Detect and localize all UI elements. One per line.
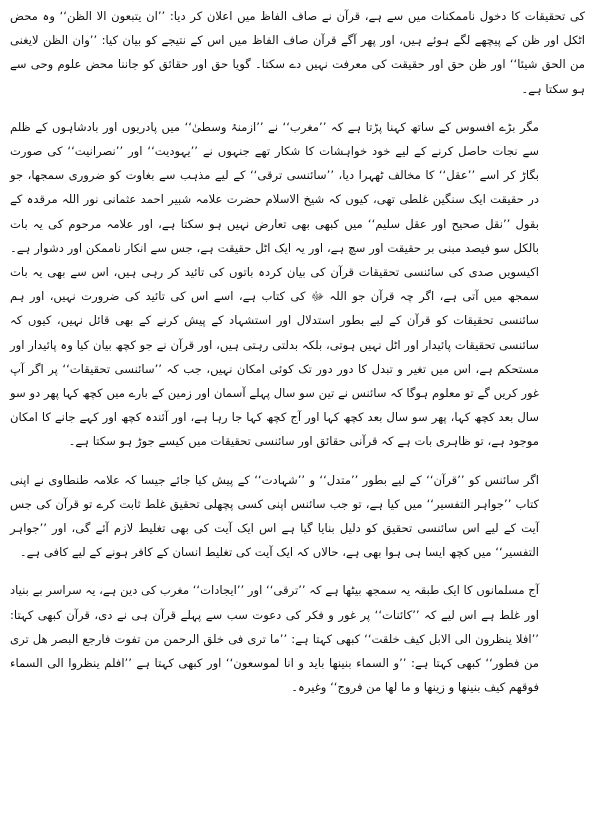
- paragraph-1: کی تحقیقات کا دخول ناممکنات میں سے ہے، قرآن نے صاف الفاظ میں اعلان کر دیا: ’’ان یتبعون الا الظن‘‘ وہ محض اٹکل اور ظن کے پیچھے لگے ہوئے ہیں، اور پھر آگے قرآن صاف الفاظ میں اس کے نتیجے کو بیان کیا: ’’وان الظن لایغنی من الحق شیئا‘‘ اور ظن حق اور حقیقت کی معرفت نہیں دے سکتا۔ گویا حق اور حقائق کو جاننا محض علوم وحی سے ہو سکتا ہے۔: [10, 9, 585, 96]
- paragraph-2: مگر بڑے افسوس کے ساتھ کہنا پڑتا ہے کہ ’’مغرب‘‘ نے ’’ازمنۂ وسطیٰ‘‘ میں پادریوں اور بادشاہوں کے ظلم سے نجات حاصل کرنے کے لیے خود خواہشات کا شکار تھے جنہوں نے ’’یہودیت‘‘ اور ’’نصرانیت‘‘ کی صورت بگاڑ کر اسے ’’عقل‘‘ کا مخالف ٹھہرا دیا، ’’سائنسی ترقی‘‘ کے لیے مذہب سے بغاوت کو ضروری سمجھا، جو در حقیقت ایک سنگین غلطی تھی، کیوں کہ شیخ الاسلام حضرت علامہ شبیر احمد عثمانی نور اللہ مرقدہ کے بقول ’’نقل صحیح اور عقل سلیم‘‘ میں کبھی بھی تعارض نہیں ہو سکتا ہے، اور علامہ مرحوم کی یہ بات بالکل سو فیصد مبنی بر حقیقت اور سچ ہے، اور یہ ایک اٹل حقیقت ہے، جس سے انکار ناممکن اور دشوار ہے۔ اکیسویں صدی کی سائنسی تحقیقات قرآن کی بیان کردہ باتوں کی تائید کر رہی ہیں، اس سے بھی یہ بات سمجھ میں آتی ہے، اگر چہ قرآن جو اللہ ﷻ کی کتاب ہے، اسے اس کی تائید کی ضرورت نہیں، اور ہم سائنسی تحقیقات کو قرآن کے لیے بطور استدلال اور استشہاد کے پیش کرنے کے بھی قائل نہیں، کیوں کہ سائنسی تحقیقات پائیدار اور اٹل نہیں ہوتی، بلکہ بدلتی رہتی ہیں، اور قرآن نے جو کچھ بیان کیا وہ پائیدار اور مستحکم ہے، اس میں تغیر و تبدل کا دور دور تک کوئی امکان نہیں، جب کہ ’’سائنسی تحقیقات‘‘ پر اگر آپ غور کریں گے تو معلوم ہوگا کہ سائنس نے تین سو سال پہلے آسمان اور زمین کے بارے میں کچھ کہا پھر دو سو سال بعد کچھ کہا، پھر سو سال بعد کچھ کہا اور آج کچھ کہا جا رہا ہے، اور آئندہ کچھ اور کہے جانے کا امکان موجود ہے، تو ظاہری بات ہے کہ قرآنی حقائق اور سائنسی تحقیقات میں کیسے جوڑ ہو سکتا ہے۔: [10, 119, 539, 449]
- paragraph-3: اگر سائنس کو ’’قرآن‘‘ کے لیے بطور ’’متدل‘‘ و ’’شہادت‘‘ کے پیش کیا جائے جیسا کہ علامہ طنطاوی نے اپنی کتاب ’’جواہر التفسیر‘‘ میں کیا ہے، تو جب سائنس اپنی کسی پچھلی تحقیق غلط ثابت کرے تو قرآن کی جس آیت کے لیے اس سائنسی تحقیق کو دلیل بنایا گیا ہے اس ایک آیت کی بھی تغلیط لازم آئے گی، اور ’’جواہر التفسیر‘‘ میں کچھ ایسا ہی ہوا بھی ہے، حالاں کہ ایک آیت کی تغلیط انسان کے کافر ہونے کے لیے کافی ہے۔: [10, 472, 539, 560]
- paragraph-gap: [10, 454, 585, 468]
- paragraph-gap: [10, 101, 585, 115]
- paragraph-gap: [10, 564, 585, 578]
- paragraph-4: آج مسلمانوں کا ایک طبقہ یہ سمجھ بیٹھا ہے کہ ’’ترقی‘‘ اور ’’ایجادات‘‘ مغرب کی دین ہے، یہ سراسر بے بنیاد اور غلط ہے اس لیے کہ ’’کائنات‘‘ پر غور و فکر کی دعوت سب سے پہلے قرآن ہی نے دی، قرآن کبھی کہتا: ’’افلا ینظرون الی الابل کیف خلقت‘‘ کبھی کہتا ہے: ’’ما تری فی خلق الرحمن من تفوت فارجع البصر هل تری من فطور‘‘ کبھی کہتا ہے: ’’و السماء بنینها باید و انا لموسعون‘‘ اور کبھی کہتا ہے ’’افلم ینظروا الی السماء فوقهم کیف بنینها و زینها و ما لها من فروج‘‘ وغیرہ۔: [9, 583, 539, 695]
